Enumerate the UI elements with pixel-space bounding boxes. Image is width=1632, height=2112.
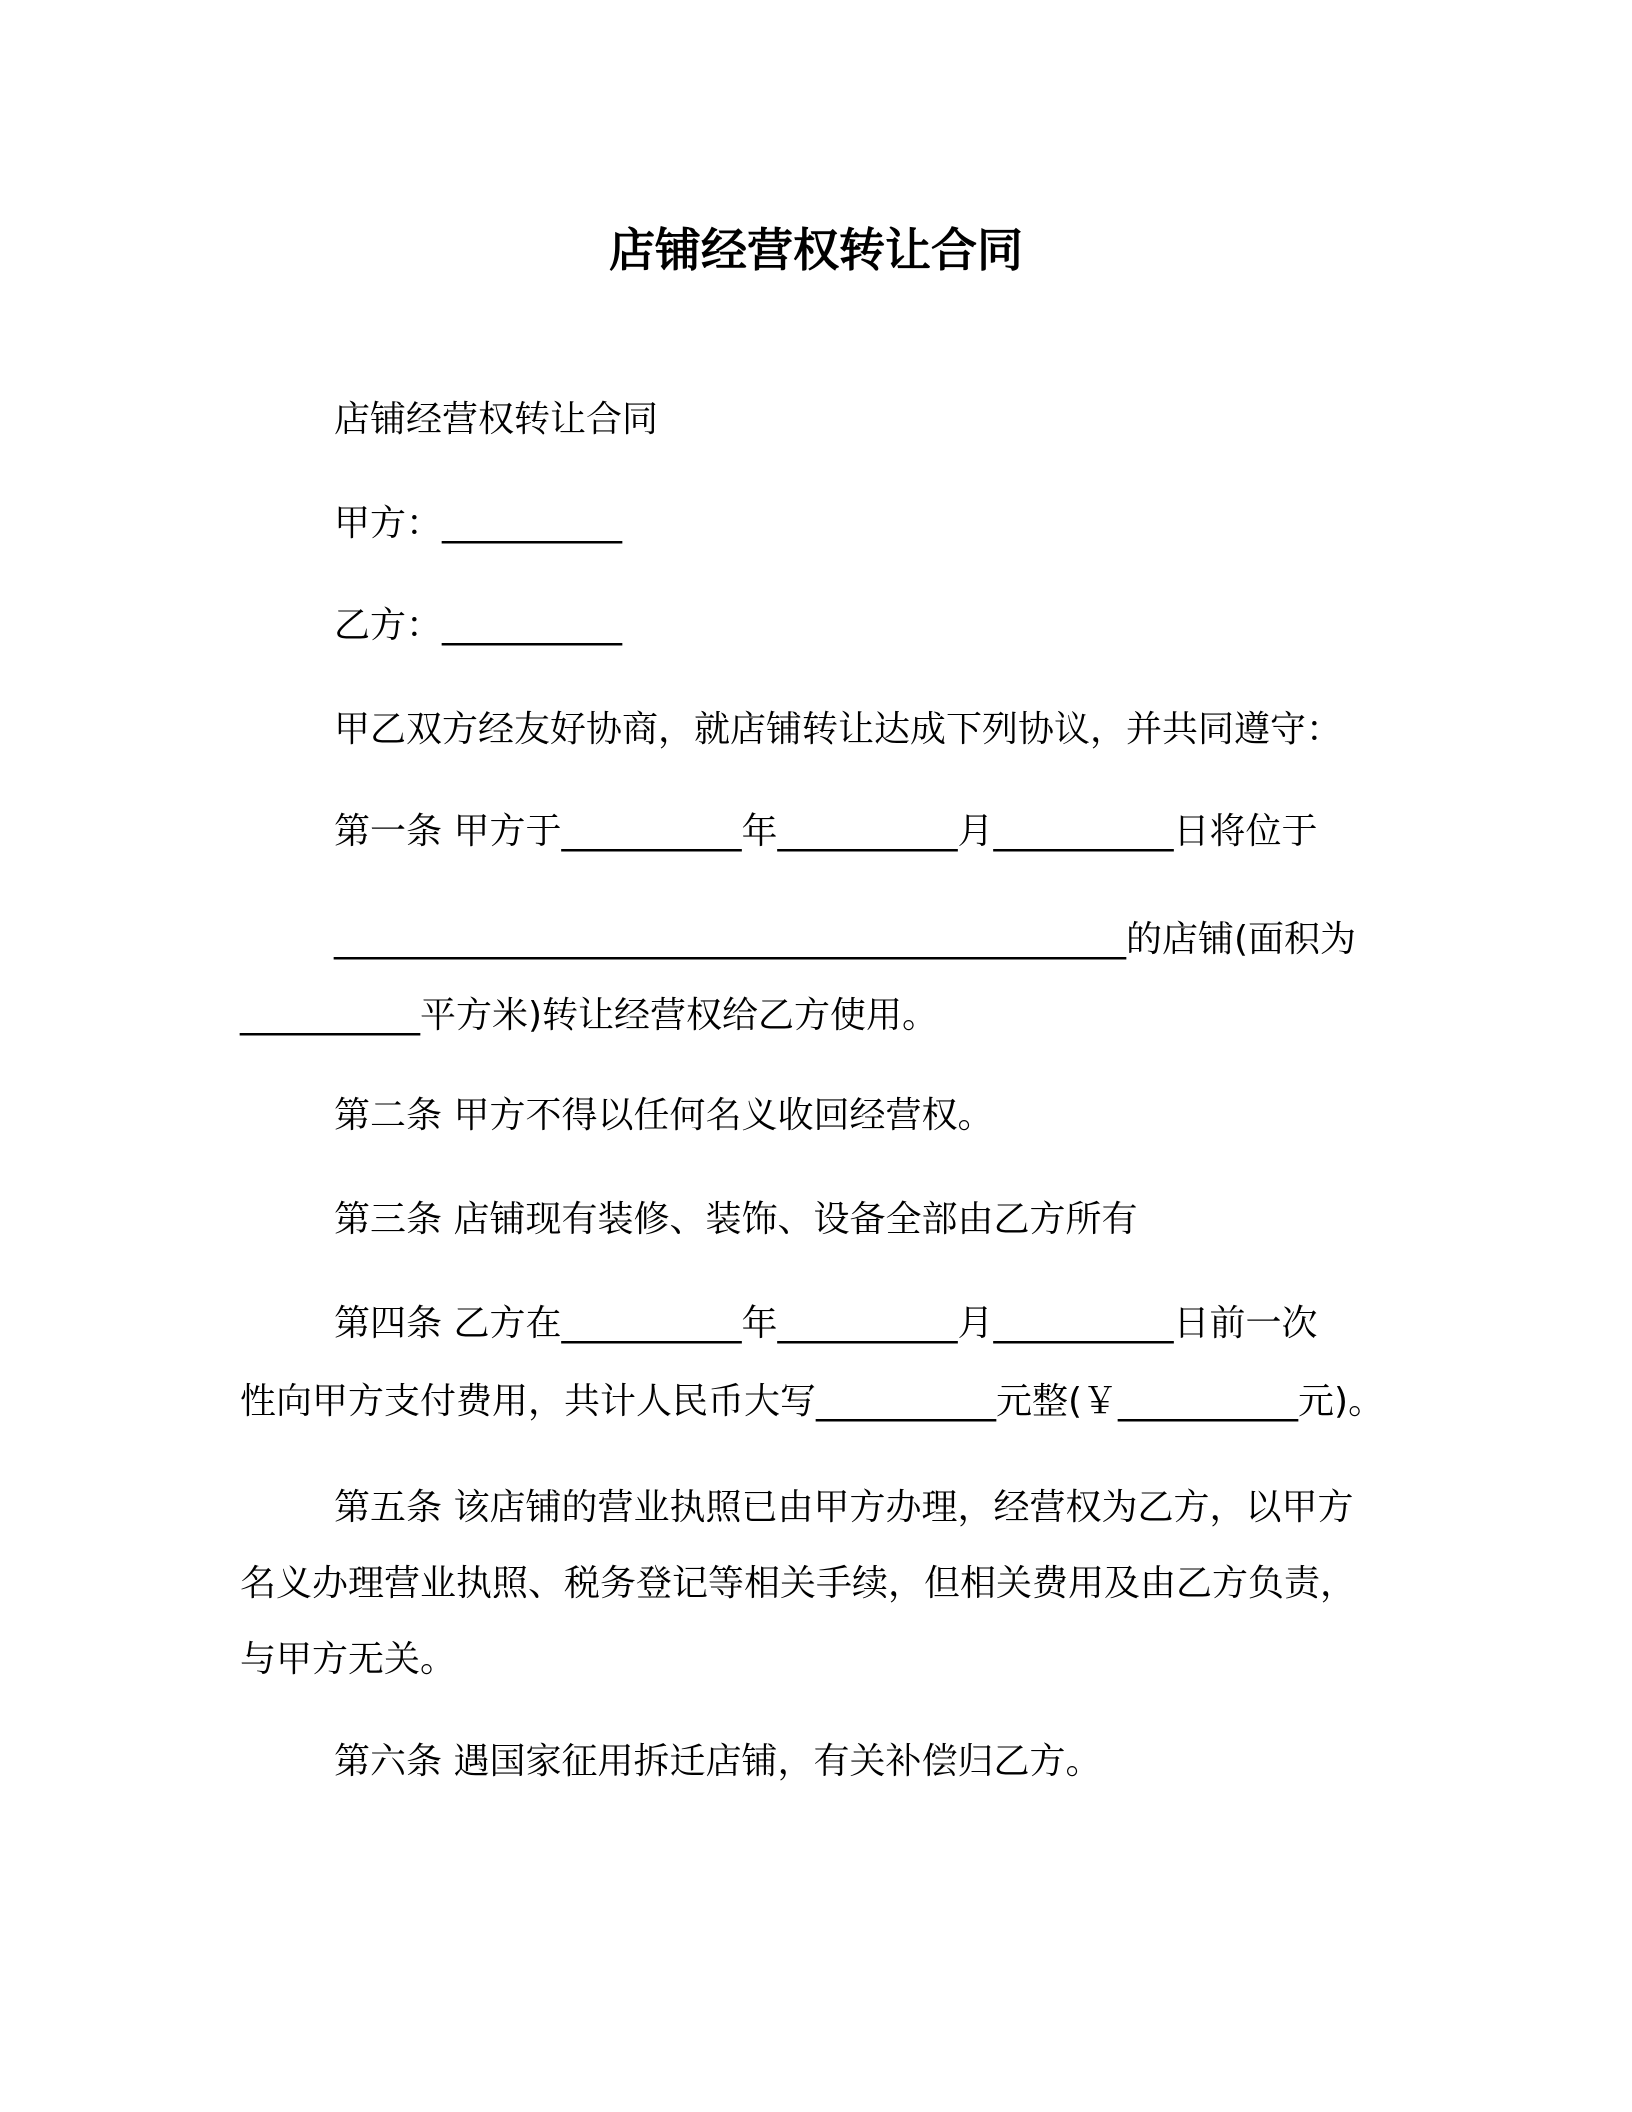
- article-5-line-3: 与甲方无关。: [240, 1639, 457, 1680]
- preamble-line: 甲乙双方经友好协商，就店铺转让达成下列协议，并共同遵守：: [334, 709, 1343, 750]
- article-6-line: 第六条 遇国家征用拆迁店铺，有关补偿归乙方。: [334, 1741, 1102, 1782]
- party-a-line: 甲方：__________: [334, 503, 623, 544]
- article-5-line-1: 第五条 该店铺的营业执照已由甲方办理，经营权为乙方，以甲方: [334, 1487, 1354, 1528]
- article-2-line: 第二条 甲方不得以任何名义收回经营权。: [334, 1095, 994, 1136]
- article-3-line: 第三条 店铺现有装修、装饰、设备全部由乙方所有: [334, 1199, 1138, 1240]
- article-1-line-1: 第一条 甲方于__________年__________月__________日将位于: [334, 811, 1318, 852]
- document-title: 店铺经营权转让合同: [609, 223, 1023, 277]
- contract-heading: 店铺经营权转让合同: [334, 399, 659, 440]
- article-5-line-2: 名义办理营业执照、税务登记等相关手续，但相关费用及由乙方负责，: [240, 1563, 1357, 1604]
- article-4-line-2: 性向甲方支付费用，共计人民币大写__________元整(￥__________元)。: [240, 1381, 1385, 1422]
- article-1-line-2: ____________________________________________的店铺(面积为: [334, 919, 1357, 960]
- article-4-line-1: 第四条 乙方在__________年__________月__________日前一次: [334, 1303, 1318, 1344]
- party-b-line: 乙方：__________: [334, 605, 623, 646]
- article-1-line-3: __________平方米)转让经营权给乙方使用。: [240, 995, 939, 1036]
